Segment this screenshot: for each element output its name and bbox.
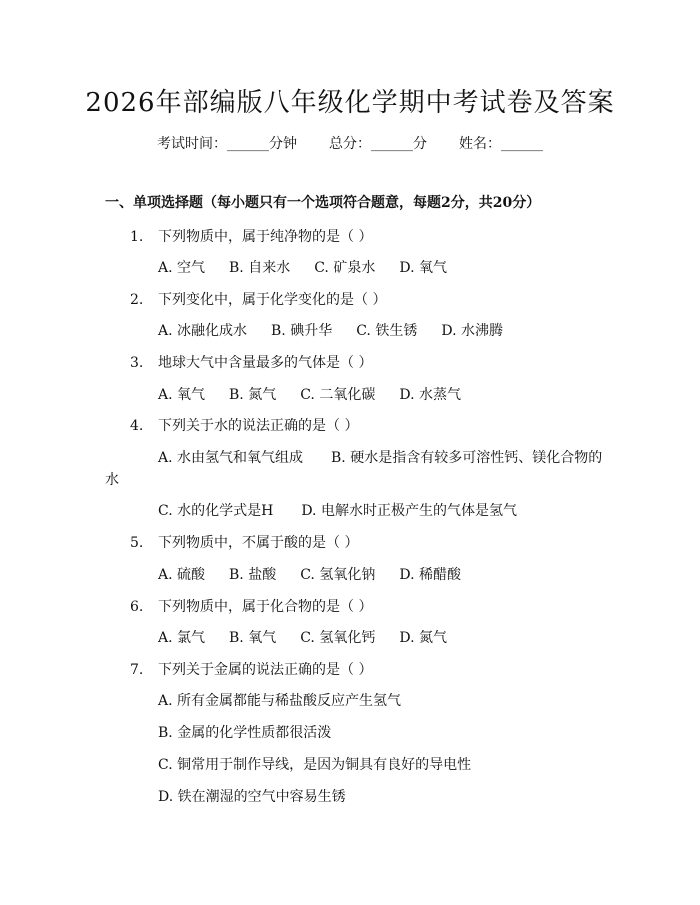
question-text: 下列变化中，属于化学变化的是（ ） <box>158 292 387 308</box>
option-d: D. 水蒸气 <box>399 387 461 403</box>
question-5 <box>130 532 358 552</box>
question-1-options <box>158 257 447 277</box>
question-2-options <box>158 320 503 340</box>
option-b: B. 碘升华 <box>271 323 333 339</box>
question-6 <box>130 596 372 616</box>
question-number: 7. <box>130 662 144 678</box>
option-d: D. 氮气 <box>399 630 447 646</box>
question-3-options <box>158 384 461 404</box>
question-number: 3. <box>130 355 144 371</box>
question-7-option-d: D. 铁在潮湿的空气中容易生锈 <box>158 789 346 805</box>
question-text: 下列关于金属的说法正确的是（ ） <box>158 662 373 678</box>
option-a: A. 空气 <box>158 260 206 276</box>
question-3 <box>130 352 372 372</box>
option-a: A. 冰融化成水 <box>158 323 248 339</box>
option-d: D. 水沸腾 <box>441 323 503 339</box>
section-heading: 一、单项选择题（每小题只有一个选项符合题意，每题2分，共20分） <box>105 195 541 211</box>
option-c: C. 矿泉水 <box>314 260 376 276</box>
question-7 <box>130 659 372 679</box>
option-d: D. 氧气 <box>399 260 447 276</box>
option-b: B. 自来水 <box>229 260 291 276</box>
option-d: D. 稀醋酸 <box>399 567 461 583</box>
question-4-options-wrap: 水 <box>105 472 119 488</box>
question-number: 1. <box>130 229 144 245</box>
option-b: B. 盐酸 <box>229 567 277 583</box>
question-7-option-c: C. 铜常用于制作导线，是因为铜具有良好的导电性 <box>158 757 472 773</box>
question-6-options <box>158 627 447 647</box>
question-number: 5. <box>130 535 144 551</box>
option-c: C. 氢氧化钠 <box>300 567 376 583</box>
option-a: A. 氧气 <box>158 387 206 403</box>
option-a: A. 硫酸 <box>158 567 206 583</box>
question-text: 下列物质中，属于化合物的是（ ） <box>158 599 373 615</box>
question-1 <box>130 226 372 246</box>
question-4-options-line1: A. 水由氢气和氧气组成 B. 硬水是指含有较多可溶性钙、镁化合物的 <box>158 450 603 466</box>
total-score-field: 总分：______分 <box>329 136 427 152</box>
question-number: 2. <box>130 292 144 308</box>
student-name-field: 姓名：______ <box>459 136 543 152</box>
question-4 <box>130 415 358 435</box>
question-number: 4. <box>130 418 144 434</box>
exam-time-field: 考试时间：______分钟 <box>157 136 297 152</box>
option-c: C. 氢氧化钙 <box>300 630 376 646</box>
option-c: C. 铁生锈 <box>356 323 418 339</box>
question-number: 6. <box>130 599 144 615</box>
exam-meta <box>0 133 700 153</box>
question-7-option-a: A. 所有金属都能与稀盐酸反应产生氢气 <box>158 693 402 709</box>
question-text: 下列物质中，不属于酸的是（ ） <box>158 535 359 551</box>
option-a: A. 氯气 <box>158 630 206 646</box>
question-2 <box>130 289 386 309</box>
question-7-option-b: B. 金属的化学性质都很活泼 <box>158 725 332 741</box>
question-4-options-line2: C. 水的化学式是H D. 电解水时正极产生的气体是氢气 <box>158 503 517 519</box>
page-title: 2026年部编版八年级化学期中考试卷及答案 <box>85 88 615 118</box>
option-b: B. 氧气 <box>229 630 277 646</box>
question-text: 下列关于水的说法正确的是（ ） <box>158 418 359 434</box>
question-text: 地球大气中含量最多的气体是（ ） <box>158 355 373 371</box>
question-5-options <box>158 564 461 584</box>
option-b: B. 氮气 <box>229 387 277 403</box>
question-text: 下列物质中，属于纯净物的是（ ） <box>158 229 373 245</box>
option-c: C. 二氧化碳 <box>300 387 376 403</box>
